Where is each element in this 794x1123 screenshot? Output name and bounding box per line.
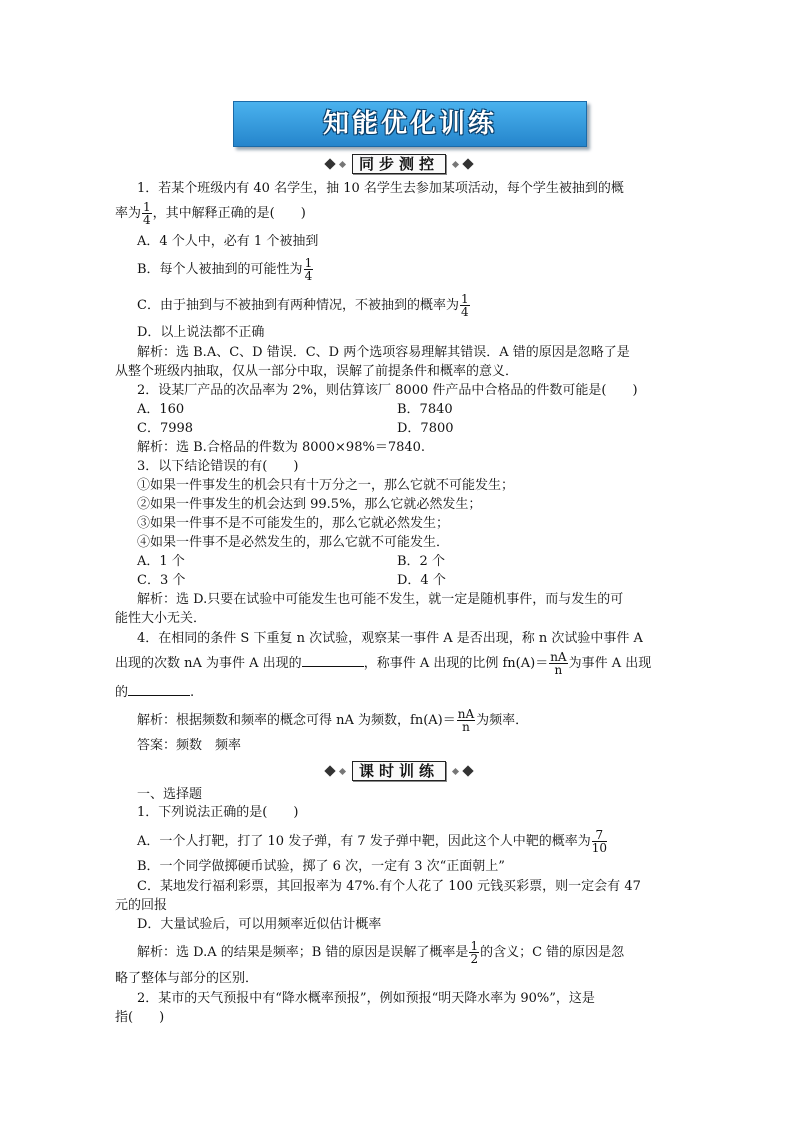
q3-options-row1: A．1 个 B．2 个 bbox=[137, 554, 445, 569]
banner-title: 知能优化训练 bbox=[322, 109, 497, 139]
p2-q1-option-d: D．大量试验后，可以用频率近似估计概率 bbox=[137, 917, 382, 932]
fraction: $\frac{1}{2}$ bbox=[470, 939, 479, 966]
q1-option-a: A．4 个人中，必有 1 个被抽到 bbox=[137, 234, 319, 249]
fraction: $\frac{1}{4}$ bbox=[304, 256, 313, 283]
fraction: $\frac{1}{4}$ bbox=[143, 200, 151, 227]
diamond-icon bbox=[462, 158, 473, 169]
p2-q1-analysis-line2: 略了整体与部分的区别． bbox=[115, 971, 259, 986]
small-diamond-icon bbox=[339, 160, 346, 167]
q4-stem-line3: 的 . bbox=[115, 685, 195, 700]
q1-analysis-line1: 解析：选 B.A、C、D 错误．C、D 两个选项容易理解其错误．A 错的原因是忽略了是 bbox=[137, 345, 630, 360]
section-header-lesson bbox=[323, 761, 475, 781]
diamond-icon bbox=[462, 765, 473, 776]
p2-q2-stem-line1: 2．某市的天气预报中有“降水概率预报”，例如预报“明天降水率为 90%”，这是 bbox=[137, 991, 595, 1006]
q3-statement-3: ③如果一件事不是不可能发生的，那么它就必然发生； bbox=[137, 516, 450, 531]
fraction: $\frac{nA}{n}$ bbox=[550, 650, 567, 677]
fraction: $\frac{nA}{n}$ bbox=[457, 707, 475, 734]
q1-option-b: B．每个人被抽到的可能性为 $\frac{1}{4}$ bbox=[137, 256, 313, 283]
q4-stem-line2: 出现的次数 nA 为事件 A 出现的 ，称事件 A 出现的比例 fn(A)＝ $\frac{nA}{n}$ 为事件 A 出现 bbox=[115, 650, 652, 677]
q2-options-row1: A．160 B．7840 bbox=[137, 402, 453, 417]
q1-option-c: C．由于抽到与不被抽到有两种情况，不被抽到的概率为 $\frac{1}{4}$ bbox=[137, 292, 469, 319]
fraction: $\frac{7}{10}$ bbox=[591, 828, 608, 855]
q1-analysis-line2: 从整个班级内抽取，仅从一部分中取，误解了前提条件和概率的意义． bbox=[115, 364, 519, 379]
p2-q2-stem-line2: 指( ) bbox=[115, 1010, 165, 1025]
small-diamond-icon bbox=[339, 767, 346, 774]
p2-q1-stem: 1．下列说法正确的是( ) bbox=[137, 805, 299, 820]
q1-stem-line1: 1．若某个班级内有 40 名学生，抽 10 名学生去参加某项活动，每个学生被抽到的概 bbox=[137, 181, 624, 196]
q4-analysis: 解析：根据频数和频率的概念可得 nA 为频数，fn(A)＝ $\frac{nA}{n}$ 为频率． bbox=[137, 707, 529, 734]
title-banner bbox=[233, 101, 587, 147]
section-title: 课时训练 bbox=[352, 761, 446, 781]
q3-analysis-line1: 解析：选 D.只要在试验中可能发生也可能不发生，就一定是随机事件，而与发生的可 bbox=[137, 592, 624, 607]
q2-options-row2: C．7998 D．7800 bbox=[137, 421, 454, 436]
q3-analysis-line2: 能性大小无关． bbox=[115, 611, 207, 626]
small-diamond-icon bbox=[452, 767, 459, 774]
p2-q1-option-a: A．一个人打靶，打了 10 发子弹，有 7 发子弹中靶，因此这个人中靶的概率为 $\frac{7}{10}$ bbox=[137, 828, 608, 855]
q1-option-d: D．以上说法都不正确 bbox=[137, 325, 265, 340]
q3-options-row2: C．3 个 D．4 个 bbox=[137, 573, 446, 588]
q2-stem: 2．设某厂产品的次品率为 2%，则估算该厂 8000 件产品中合格品的件数可能是( ) bbox=[137, 383, 638, 398]
q3-statement-1: ①如果一件事发生的机会只有十万分之一，那么它就不可能发生； bbox=[137, 478, 515, 493]
answer-blank[interactable] bbox=[128, 683, 190, 696]
p2-q1-option-c-line2: 元的回报 bbox=[115, 898, 168, 913]
q4-answer: 答案：频数 频率 bbox=[137, 738, 242, 753]
diamond-icon bbox=[324, 765, 335, 776]
fraction: $\frac{1}{4}$ bbox=[460, 292, 469, 319]
q4-stem-line1: 4．在相同的条件 S 下重复 n 次试验，观察某一事件 A 是否出现，称 n 次试验中事件 A bbox=[137, 631, 643, 646]
small-diamond-icon bbox=[452, 160, 459, 167]
q3-statement-4: ④如果一件事不是必然发生的，那么它就不可能发生． bbox=[137, 535, 450, 550]
q2-analysis: 解析：选 B.合格品的件数为 8000×98%＝7840. bbox=[137, 440, 426, 455]
answer-blank[interactable] bbox=[302, 654, 364, 667]
p2-q1-option-b: B．一个同学做掷硬币试验，掷了 6 次，一定有 3 次“正面朝上” bbox=[137, 859, 505, 874]
section-header-sync bbox=[323, 154, 475, 174]
p2-q1-analysis-line1: 解析：选 D.A 的结果是频率；B 错的原因是误解了概率是 $\frac{1}{2}$ 的含义；C 错的原因是忽 bbox=[137, 939, 625, 966]
part2-heading: 一、选择题 bbox=[137, 787, 203, 802]
q3-stem: 3．以下结论错误的有( ) bbox=[137, 459, 299, 474]
section-title: 同步测控 bbox=[352, 154, 446, 174]
p2-q1-option-c-line1: C．某地发行福利彩票，其回报率为 47%.有个人花了 100 元钱买彩票，则一定会有 47 bbox=[137, 879, 641, 894]
diamond-icon bbox=[324, 158, 335, 169]
q3-statement-2: ②如果一件事发生的机会达到 99.5%，那么它就必然发生； bbox=[137, 497, 482, 512]
q1-stem-line2: 率为 $\frac{1}{4}$ ，其中解释正确的是( ) bbox=[115, 200, 306, 227]
